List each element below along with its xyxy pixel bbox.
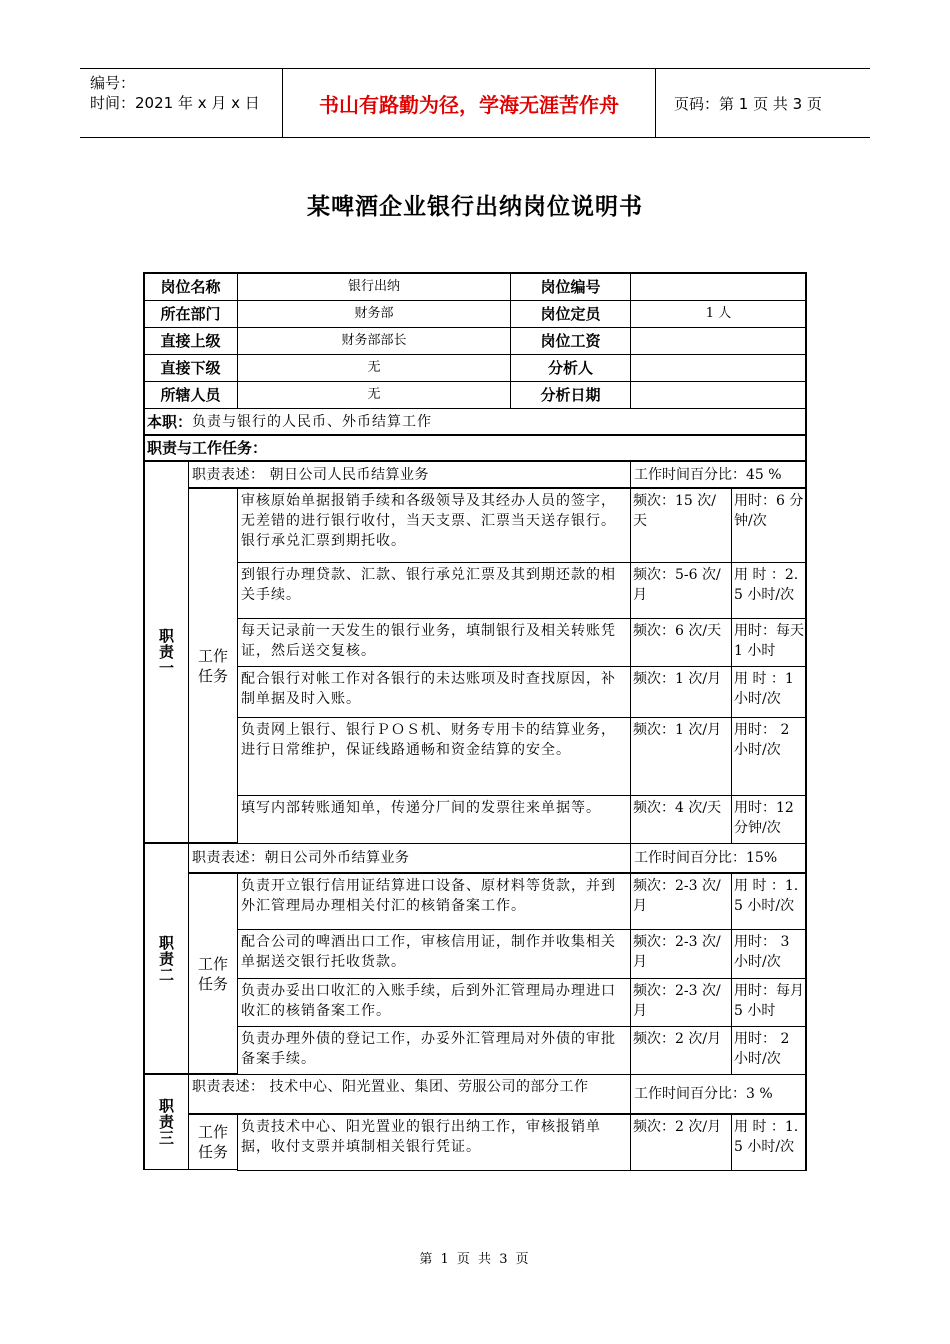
task-duration: 用 时 ：1 小时/次 xyxy=(731,666,807,718)
task-label: 工作任务 xyxy=(188,873,238,1074)
page-header xyxy=(80,68,870,138)
duty-statement: 职责表述：朝日公司外币结算业务 xyxy=(188,843,631,873)
duty-name: 职责一 xyxy=(143,461,189,843)
time-percentage: 工作时间百分比：15% xyxy=(630,843,807,873)
task-duration: 用时：每月 5 小时 xyxy=(731,978,807,1027)
field-label: 岗位定员 xyxy=(510,300,631,328)
task-duration: 用 时 ：2.5 小时/次 xyxy=(731,562,807,619)
field-label: 分析人 xyxy=(510,354,631,382)
task-frequency: 频次：2 次/月 xyxy=(630,1114,732,1171)
task-label: 工作任务 xyxy=(188,488,238,843)
task-frequency: 频次：2-3 次/月 xyxy=(630,873,732,930)
field-value xyxy=(630,354,807,382)
task-label: 工作任务 xyxy=(188,1114,238,1170)
field-value: 无 xyxy=(237,381,511,409)
field-value: 财务部部长 xyxy=(237,327,511,355)
duty-main-row xyxy=(143,408,807,435)
field-value xyxy=(630,327,807,355)
document-title: 某啤酒企业银行出纳岗位说明书 xyxy=(307,194,643,220)
duty-main-text: 负责与银行的人民币、外币结算工作 xyxy=(192,413,433,430)
duty-statement: 职责表述： 朝日公司人民币结算业务 xyxy=(188,461,631,488)
task-frequency: 频次：15 次/天 xyxy=(630,488,732,563)
task-frequency: 频次：2-3 次/月 xyxy=(630,929,732,979)
task-description: 每天记录前一天发生的银行业务，填制银行及相关转账凭证，然后送交复核。 xyxy=(237,618,631,667)
header-slogan: 书山有路勤为径，学海无涯苦作舟 xyxy=(282,69,656,137)
task-frequency: 频次：5-6 次/月 xyxy=(630,562,732,619)
duties-header: 职责与工作任务： xyxy=(143,435,807,461)
task-description: 负责网上银行、银行ＰＯＳ机、财务专用卡的结算业务，进行日常维护，保证线路通畅和资金结算的安全。 xyxy=(237,717,631,796)
field-value: 银行出纳 xyxy=(237,272,511,301)
document-number-label: 编号： xyxy=(90,74,136,92)
field-label: 分析日期 xyxy=(510,381,631,409)
task-description: 负责开立银行信用证结算进口设备、原材料等货款，并到外汇管理局办理相关付汇的核销备案工作。 xyxy=(237,873,631,930)
task-duration: 用时：12 分钟/次 xyxy=(731,795,807,844)
time-percentage: 工作时间百分比：3 % xyxy=(630,1074,807,1114)
task-description: 审核原始单据报销手续和各级领导及其经办人员的签字，无差错的进行银行收付，当天支票、汇票当天送存银行。银行承兑汇票到期托收。 xyxy=(237,488,631,563)
task-frequency: 频次：4 次/天 xyxy=(630,795,732,844)
field-label: 所在部门 xyxy=(143,300,238,328)
field-label: 岗位工资 xyxy=(510,327,631,355)
task-frequency: 频次：6 次/天 xyxy=(630,618,732,667)
duty-name: 职责二 xyxy=(143,843,189,1074)
task-frequency: 频次：2 次/月 xyxy=(630,1026,732,1075)
task-duration: 用时： 2 小时/次 xyxy=(731,717,807,796)
document-time-label: 时间：2021 年 x 月 x 日 xyxy=(90,94,260,112)
field-value: 财务部 xyxy=(237,300,511,328)
task-description: 填写内部转账通知单，传递分厂间的发票往来单据等。 xyxy=(237,795,631,844)
duty-main-label: 本职： xyxy=(147,412,193,431)
header-page-info: 页码：第 1 页 共 3 页 xyxy=(674,94,822,113)
task-description: 到银行办理贷款、汇款、银行承兑汇票及其到期还款的相关手续。 xyxy=(237,562,631,619)
task-duration: 用 时 ：1.5 小时/次 xyxy=(731,873,807,930)
task-duration: 用 时 ：1.5 小时/次 xyxy=(731,1114,807,1171)
page-footer: 第 1 页 共 3 页 xyxy=(419,1252,531,1267)
field-label: 岗位名称 xyxy=(143,272,238,301)
field-value xyxy=(630,272,807,301)
task-description: 负责技术中心、阳光置业的银行出纳工作，审核报销单据，收付支票并填制相关银行凭证。 xyxy=(237,1114,631,1171)
task-duration: 用时：6 分钟/次 xyxy=(731,488,807,563)
field-label: 直接上级 xyxy=(143,327,238,355)
header-meta xyxy=(80,69,280,137)
field-value: 1 人 xyxy=(630,300,807,328)
field-value: 无 xyxy=(237,354,511,382)
task-frequency: 频次：1 次/月 xyxy=(630,666,732,718)
task-frequency: 频次：2-3 次/月 xyxy=(630,978,732,1027)
task-duration: 用时： 2 小时/次 xyxy=(731,1026,807,1075)
field-value xyxy=(630,381,807,409)
duty-statement: 职责表述： 技术中心、阳光置业、集团、劳服公司的部分工作 xyxy=(188,1074,631,1114)
task-description: 负责办妥出口收汇的入账手续，后到外汇管理局办理进口收汇的核销备案工作。 xyxy=(237,978,631,1027)
field-label: 岗位编号 xyxy=(510,272,631,301)
task-description: 负责办理外债的登记工作，办妥外汇管理局对外债的审批备案手续。 xyxy=(237,1026,631,1075)
task-description: 配合银行对帐工作对各银行的未达账项及时查找原因，补制单据及时入账。 xyxy=(237,666,631,718)
task-frequency: 频次：1 次/月 xyxy=(630,717,732,796)
task-duration: 用时： 3 小时/次 xyxy=(731,929,807,979)
task-duration: 用时：每天 1 小时 xyxy=(731,618,807,667)
field-label: 直接下级 xyxy=(143,354,238,382)
task-description: 配合公司的啤酒出口工作，审核信用证，制作并收集相关单据送交银行托收货款。 xyxy=(237,929,631,979)
field-label: 所辖人员 xyxy=(143,381,238,409)
time-percentage: 工作时间百分比：45 % xyxy=(630,461,807,488)
duty-name: 职责三 xyxy=(143,1074,189,1170)
